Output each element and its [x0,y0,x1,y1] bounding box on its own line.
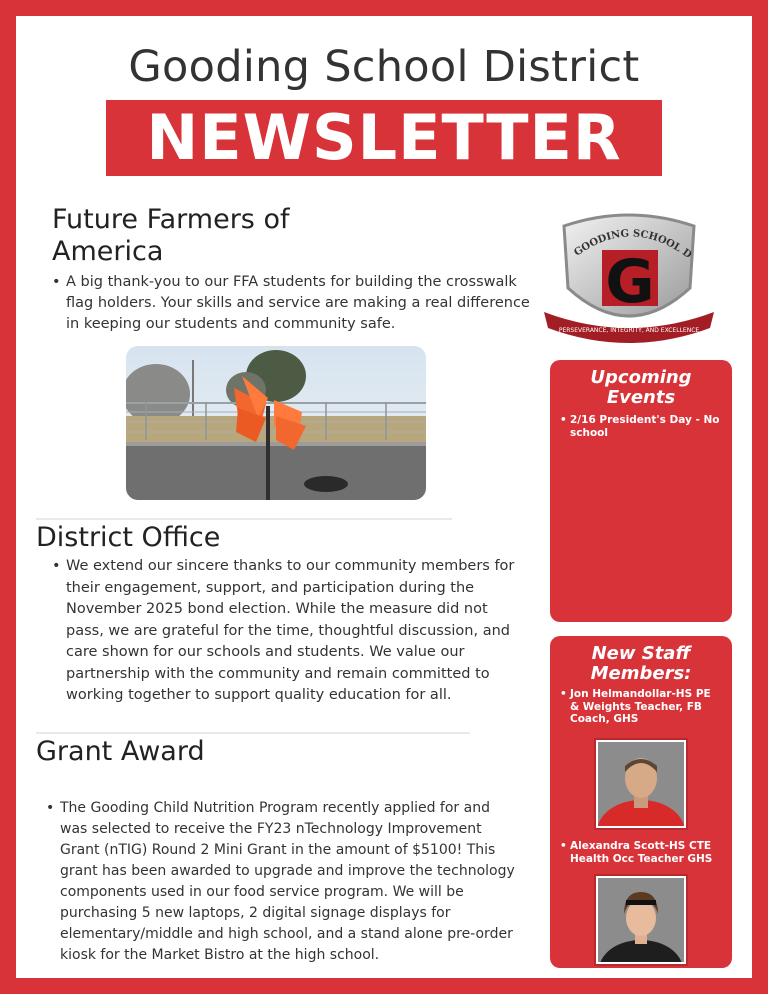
event-item: • 2/16 President's Day - No school [560,414,722,439]
ffa-title [52,204,289,268]
upcoming-events-title-line1: Upcoming [590,367,692,388]
upcoming-events-box [550,360,732,622]
district-office-bullet: • We extend our sincere thanks to our community members for their engagement, support, and participation during the November 2025 bond election. While the measure did not pass, we are grateful for the time, thoughtful discussion, and care shown for our schools and students. We value our partnership with the community and remain committed to working together to support quality education for all. [52,556,522,707]
district-office-bullets [52,556,522,707]
district-office-title: District Office [36,522,221,553]
staff-member-item: • Jon Helmandollar-HS PE & Weights Teacher, FB Coach, GHS [560,688,722,726]
logo-ribbon-text: PERSEVERANCE, INTEGRITY, AND EXCELLENCE [558,327,700,334]
section-divider [36,732,470,734]
grant-award-bullet: • The Gooding Child Nutrition Program recently applied for and was selected to receive the FY23 nTechnology Improvement Grant (nTIG) Round 2 Mini Grant in the amount of $5100! This grant has been awarded to upgrade and improve the technology components used in our food service program. We will be purchasing 5 new laptops, 2 digital signage displays for elementary/middle and high school, and a stand alone pre-order kiosk for the Market Bistro at the high school. [46,798,516,966]
crosswalk-flags-image [126,346,426,500]
grant-award-title: Grant Award [36,736,205,767]
ffa-title-line2: America [52,236,164,267]
newsletter-banner: NEWSLETTER [106,100,662,176]
staff-photo-helmandollar [596,740,686,828]
logo-letter: G [605,247,655,317]
district-title: Gooding School District [128,42,640,92]
logo-arc-text: GOODING SCHOOL D [572,228,694,262]
district-shield-icon [544,208,714,348]
upcoming-events-title [550,368,732,408]
new-staff-title-line2: Members: [590,663,692,684]
ffa-bullets [52,272,532,335]
staff-photo-scott [596,876,686,964]
grant-award-bullets [46,798,516,966]
staff-portrait-image [598,742,684,826]
staff-member-item: • Alexandra Scott-HS CTE Health Occ Teacher GHS [560,840,722,865]
ffa-title-line1: Future Farmers of [52,204,290,235]
staff-list-1 [550,688,732,726]
crosswalk-flags-photo [126,346,426,500]
ffa-bullet: • A big thank-you to our FFA students for building the crosswalk flag holders. Your skills and service are making a real difference in keeping our students and community safe. [52,272,532,335]
section-divider [36,518,452,520]
new-staff-title-line1: New Staff [591,643,691,664]
staff-portrait-image [598,878,684,962]
newsletter-page [16,16,752,978]
district-logo [544,208,714,348]
events-list [550,414,732,439]
upcoming-events-title-line2: Events [606,387,676,408]
staff-list-2 [550,840,732,865]
new-staff-title [550,644,732,684]
new-staff-box [550,636,732,968]
